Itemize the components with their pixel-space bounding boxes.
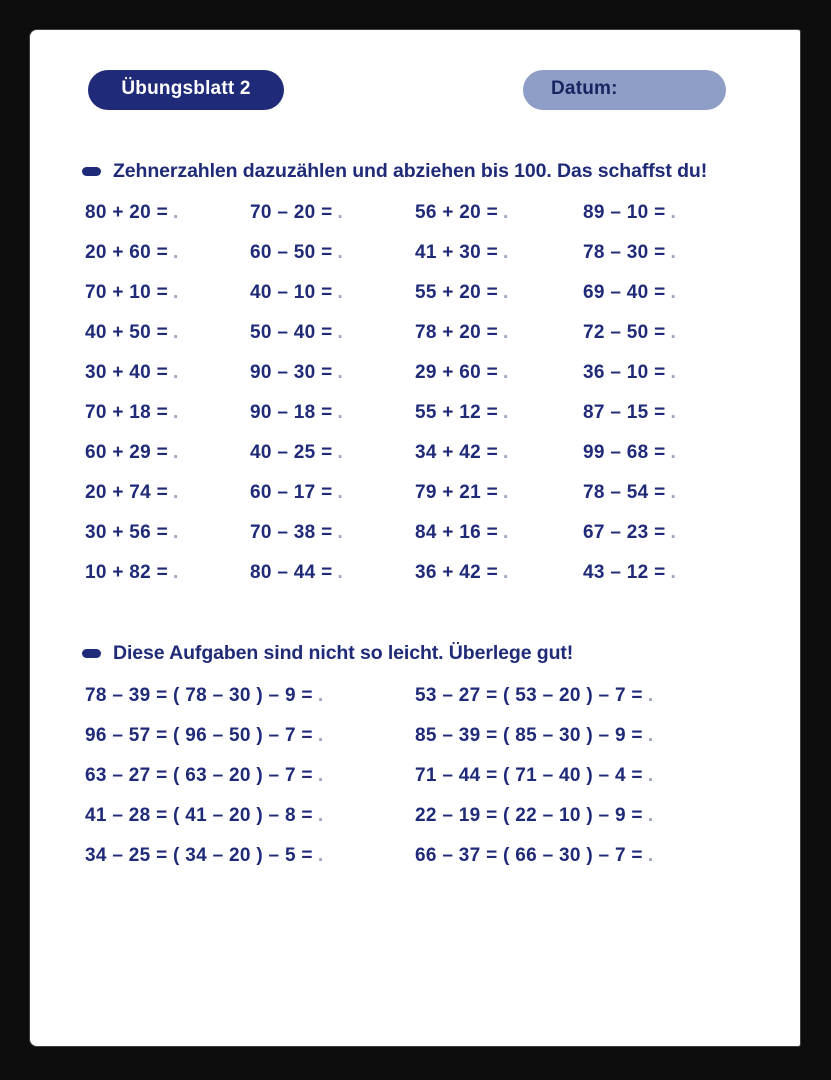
answer-slot[interactable]: . — [173, 322, 179, 343]
answer-slot[interactable]: . — [503, 202, 509, 223]
exercise-item[interactable] — [583, 562, 676, 584]
exercise-expression: 71 – 44 = ( 71 – 40 ) – 4 = — [415, 765, 643, 786]
exercise-item[interactable] — [415, 805, 653, 827]
answer-slot[interactable]: . — [670, 322, 677, 343]
answer-slot[interactable]: . — [503, 482, 509, 503]
exercise-item[interactable] — [415, 845, 653, 867]
answer-slot[interactable]: . — [647, 725, 654, 746]
exercise-row — [30, 482, 800, 522]
exercise-row — [30, 685, 800, 725]
exercise-item[interactable] — [415, 442, 509, 464]
exercise-expression: 96 – 57 = ( 96 – 50 ) – 7 = — [85, 725, 313, 746]
exercise-expression: 66 – 37 = ( 66 – 30 ) – 7 = — [415, 845, 643, 866]
answer-slot[interactable]: . — [337, 362, 344, 383]
exercise-item[interactable] — [250, 362, 343, 384]
exercise-expression: 99 – 68 = — [583, 442, 666, 463]
exercise-expression: 90 – 30 = — [250, 362, 333, 383]
answer-slot[interactable]: . — [337, 402, 344, 423]
exercise-item[interactable] — [250, 282, 343, 304]
exercise-item[interactable] — [85, 725, 323, 747]
exercise-row — [30, 402, 800, 442]
exercise-item[interactable] — [250, 482, 343, 504]
exercise-expression: 20 + 74 = — [85, 482, 168, 503]
exercise-expression: 36 + 42 = — [415, 562, 498, 583]
exercise-item[interactable] — [85, 442, 179, 464]
exercise-item[interactable] — [85, 282, 179, 304]
answer-slot[interactable]: . — [173, 282, 179, 303]
exercise-expression: 69 – 40 = — [583, 282, 666, 303]
answer-slot[interactable]: . — [337, 522, 344, 543]
answer-slot[interactable]: . — [173, 402, 179, 423]
answer-slot[interactable]: . — [337, 322, 344, 343]
answer-slot[interactable]: . — [337, 242, 344, 263]
exercise-item[interactable] — [415, 765, 653, 787]
exercise-item[interactable] — [85, 482, 179, 504]
exercise-expression: 22 – 19 = ( 22 – 10 ) – 9 = — [415, 805, 643, 826]
exercise-item[interactable] — [85, 685, 323, 707]
exercise-item[interactable] — [583, 322, 676, 344]
exercise-item[interactable] — [583, 362, 676, 384]
exercise-expression: 20 + 60 = — [85, 242, 168, 263]
answer-slot[interactable]: . — [670, 402, 677, 423]
exercise-expression: 53 – 27 = ( 53 – 20 ) – 7 = — [415, 685, 643, 706]
exercise-item[interactable] — [85, 522, 179, 544]
exercise-item[interactable] — [583, 482, 676, 504]
exercise-expression: 84 + 16 = — [415, 522, 498, 543]
exercise-item[interactable] — [415, 685, 653, 707]
exercise-row — [30, 322, 800, 362]
exercise-item[interactable] — [415, 522, 509, 544]
answer-slot[interactable]: . — [647, 845, 654, 866]
exercise-expression: 40 + 50 = — [85, 322, 168, 343]
exercise-item[interactable] — [415, 282, 509, 304]
answer-slot[interactable]: . — [503, 362, 509, 383]
exercise-item[interactable] — [583, 442, 676, 464]
exercise-expression: 78 + 20 = — [415, 322, 498, 343]
exercise-item[interactable] — [415, 562, 509, 584]
exercise-item[interactable] — [85, 562, 179, 584]
answer-slot[interactable]: . — [317, 765, 324, 786]
answer-slot[interactable]: . — [503, 562, 509, 583]
exercise-item[interactable] — [250, 322, 343, 344]
exercise-row — [30, 202, 800, 242]
exercise-expression: 56 + 20 = — [415, 202, 498, 223]
exercise-expression: 60 – 50 = — [250, 242, 333, 263]
section-heading-2-text: Diese Aufgaben sind nicht so leicht. Überlege gut! — [113, 642, 574, 664]
exercise-item[interactable] — [583, 522, 676, 544]
answer-slot[interactable]: . — [503, 402, 509, 423]
exercise-expression: 78 – 39 = ( 78 – 30 ) – 9 = — [85, 685, 313, 706]
exercise-grid-advanced — [30, 685, 800, 885]
answer-slot[interactable]: . — [337, 562, 344, 583]
answer-slot[interactable]: . — [647, 765, 654, 786]
exercise-item[interactable] — [415, 402, 509, 424]
answer-slot[interactable]: . — [173, 442, 179, 463]
answer-slot[interactable]: . — [670, 482, 677, 503]
exercise-item[interactable] — [415, 725, 653, 747]
exercise-item[interactable] — [250, 522, 343, 544]
answer-slot[interactable]: . — [503, 322, 509, 343]
exercise-item[interactable] — [583, 202, 676, 224]
dash-bullet-icon — [82, 167, 101, 176]
exercise-expression: 50 – 40 = — [250, 322, 333, 343]
answer-slot[interactable]: . — [173, 242, 179, 263]
answer-slot[interactable]: . — [337, 442, 344, 463]
exercise-item[interactable] — [583, 242, 676, 264]
exercise-item[interactable] — [85, 402, 179, 424]
exercise-item[interactable] — [415, 362, 509, 384]
exercise-row — [30, 562, 800, 602]
exercise-item[interactable] — [583, 282, 676, 304]
exercise-item[interactable] — [415, 202, 509, 224]
answer-slot[interactable]: . — [173, 482, 179, 503]
exercise-expression: 55 + 20 = — [415, 282, 498, 303]
exercise-item[interactable] — [250, 562, 343, 584]
worksheet-title-badge: Übungsblatt 2 — [88, 70, 284, 110]
exercise-grid-basic — [30, 202, 800, 602]
exercise-row — [30, 805, 800, 845]
exercise-expression: 29 + 60 = — [415, 362, 498, 383]
exercise-expression: 70 – 38 = — [250, 522, 333, 543]
exercise-expression: 41 – 28 = ( 41 – 20 ) – 8 = — [85, 805, 313, 826]
exercise-expression: 85 – 39 = ( 85 – 30 ) – 9 = — [415, 725, 643, 746]
exercise-expression: 30 + 40 = — [85, 362, 168, 383]
answer-slot[interactable]: . — [503, 442, 509, 463]
section-heading-1 — [82, 160, 707, 183]
exercise-item[interactable] — [85, 322, 179, 344]
exercise-row — [30, 522, 800, 562]
exercise-expression: 34 – 25 = ( 34 – 20 ) – 5 = — [85, 845, 313, 866]
section-heading-2 — [82, 642, 573, 665]
answer-slot[interactable]: . — [670, 562, 677, 583]
answer-slot[interactable]: . — [173, 362, 179, 383]
exercise-expression: 70 – 20 = — [250, 202, 333, 223]
exercise-item[interactable] — [85, 765, 323, 787]
exercise-expression: 40 – 25 = — [250, 442, 333, 463]
exercise-expression: 87 – 15 = — [583, 402, 666, 423]
exercise-expression: 80 + 20 = — [85, 202, 168, 223]
section-heading-1-text: Zehnerzahlen dazuzählen und abziehen bis 100. Das schaffst du! — [113, 160, 708, 182]
answer-slot[interactable]: . — [670, 522, 677, 543]
exercise-expression: 34 + 42 = — [415, 442, 498, 463]
exercise-row — [30, 362, 800, 402]
exercise-row — [30, 845, 800, 885]
exercise-expression: 63 – 27 = ( 63 – 20 ) – 7 = — [85, 765, 313, 786]
exercise-expression: 70 + 18 = — [85, 402, 168, 423]
exercise-item[interactable] — [415, 322, 509, 344]
date-field-badge[interactable]: Datum: — [523, 70, 726, 110]
answer-slot[interactable]: . — [503, 522, 509, 543]
answer-slot[interactable]: . — [503, 242, 509, 263]
exercise-row — [30, 282, 800, 322]
exercise-item[interactable] — [250, 242, 343, 264]
exercise-row — [30, 242, 800, 282]
exercise-expression: 78 – 30 = — [583, 242, 666, 263]
exercise-item[interactable] — [415, 482, 509, 504]
exercise-item[interactable] — [85, 362, 179, 384]
answer-slot[interactable]: . — [317, 845, 324, 866]
answer-slot[interactable]: . — [337, 282, 344, 303]
exercise-item[interactable] — [250, 202, 343, 224]
exercise-expression: 60 – 17 = — [250, 482, 333, 503]
answer-slot[interactable]: . — [173, 202, 179, 223]
exercise-expression: 78 – 54 = — [583, 482, 666, 503]
exercise-row — [30, 765, 800, 805]
answer-slot[interactable]: . — [670, 282, 677, 303]
exercise-item[interactable] — [583, 402, 676, 424]
exercise-item[interactable] — [85, 202, 179, 224]
exercise-item[interactable] — [415, 242, 509, 264]
exercise-item[interactable] — [250, 442, 343, 464]
exercise-expression: 72 – 50 = — [583, 322, 666, 343]
exercise-expression: 43 – 12 = — [583, 562, 666, 583]
exercise-expression: 55 + 12 = — [415, 402, 498, 423]
answer-slot[interactable]: . — [337, 482, 344, 503]
exercise-expression: 67 – 23 = — [583, 522, 666, 543]
answer-slot[interactable]: . — [670, 242, 677, 263]
exercise-expression: 30 + 56 = — [85, 522, 168, 543]
exercise-expression: 79 + 21 = — [415, 482, 498, 503]
worksheet-page — [30, 30, 800, 1046]
answer-slot[interactable]: . — [647, 685, 654, 706]
exercise-item[interactable] — [250, 402, 343, 424]
exercise-expression: 10 + 82 = — [85, 562, 168, 583]
answer-slot[interactable]: . — [173, 522, 179, 543]
answer-slot[interactable]: . — [173, 562, 179, 583]
exercise-row — [30, 442, 800, 482]
exercise-item[interactable] — [85, 242, 179, 264]
answer-slot[interactable]: . — [670, 442, 677, 463]
exercise-item[interactable] — [85, 805, 323, 827]
answer-slot[interactable]: . — [647, 805, 654, 826]
answer-slot[interactable]: . — [337, 202, 344, 223]
answer-slot[interactable]: . — [317, 685, 324, 706]
exercise-expression: 60 + 29 = — [85, 442, 168, 463]
exercise-item[interactable] — [85, 845, 323, 867]
answer-slot[interactable]: . — [317, 805, 324, 826]
exercise-expression: 89 – 10 = — [583, 202, 666, 223]
exercise-expression: 40 – 10 = — [250, 282, 333, 303]
exercise-expression: 41 + 30 = — [415, 242, 498, 263]
exercise-row — [30, 725, 800, 765]
answer-slot[interactable]: . — [317, 725, 324, 746]
answer-slot[interactable]: . — [670, 202, 677, 223]
exercise-expression: 90 – 18 = — [250, 402, 333, 423]
answer-slot[interactable]: . — [503, 282, 509, 303]
exercise-expression: 70 + 10 = — [85, 282, 168, 303]
worksheet-header — [30, 70, 800, 116]
dash-bullet-icon — [82, 649, 101, 658]
exercise-expression: 80 – 44 = — [250, 562, 333, 583]
answer-slot[interactable]: . — [670, 362, 677, 383]
exercise-expression: 36 – 10 = — [583, 362, 666, 383]
